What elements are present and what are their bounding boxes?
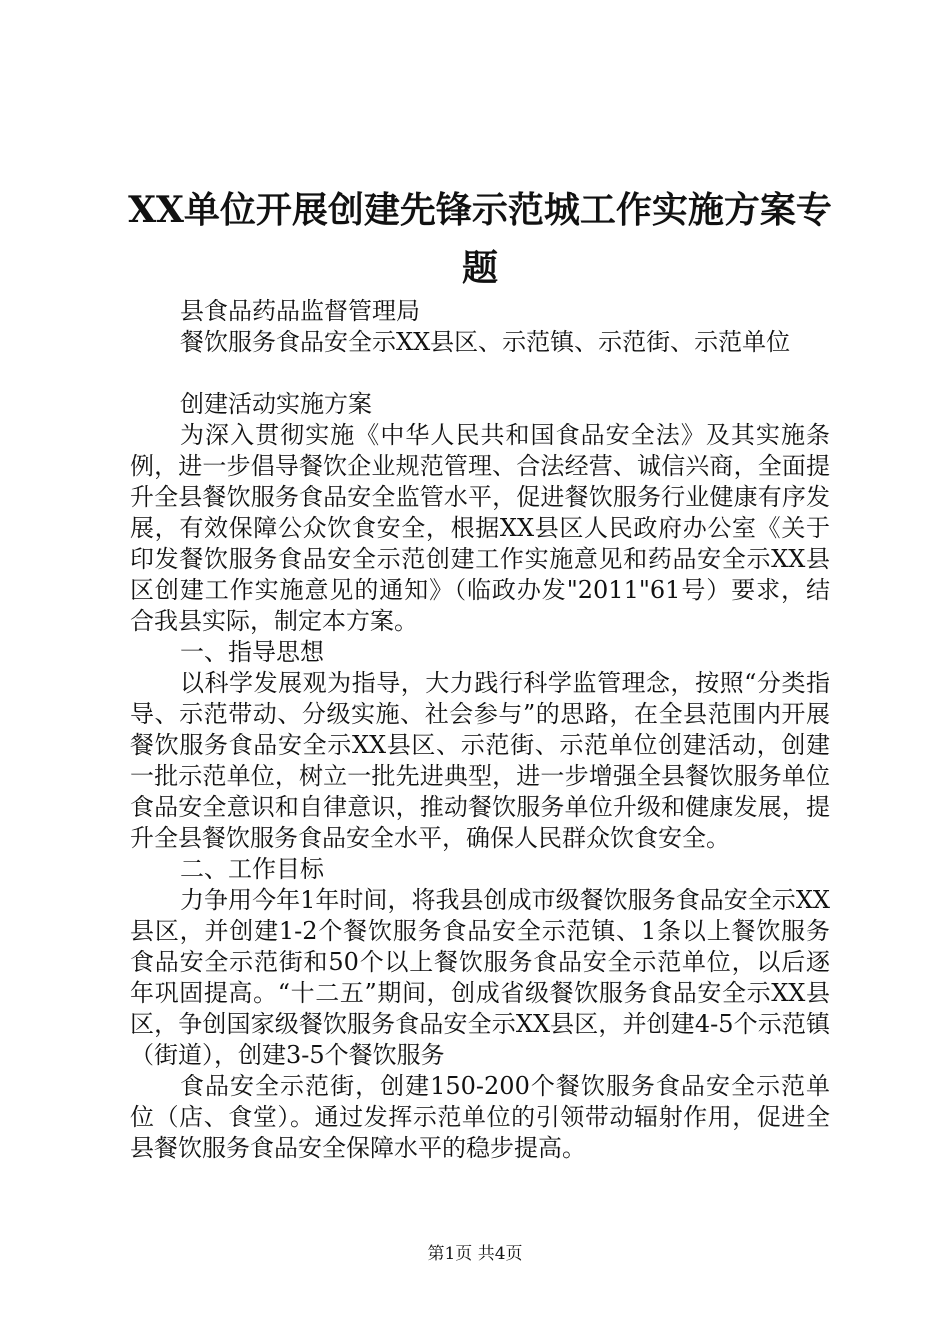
section-paragraph-2: 力争用今年1年时间，将我县创成市级餐饮服务食品安全示XX县区，并创建1-2个餐饮服务食品安全示范镇、1条以上餐饮服务食品安全示范街和50个以上餐饮服务食品安全示范单位，以后逐年巩固提高。“十二五”期间，创成省级餐饮服务食品安全示XX县区，争创国家级餐饮服务食品安全示XX县区，并创建4-5个示范镇（街道），创建3-5个餐饮服务 xyxy=(130,886,830,1069)
page-footer: 第1页 共4页 xyxy=(427,1244,523,1264)
spacer xyxy=(130,358,830,389)
intro-paragraph: 为深入贯彻实施《中华人民共和国食品安全法》及其实施条例，进一步倡导餐饮企业规范管理、合法经营、诚信兴商，全面提升全县餐饮服务食品安全监管水平，促进餐饮服务行业健康有序发展，有效保障公众饮食安全，根据XX县区人民政府办公室《关于印发餐饮服务食品安全示范创建工作实施意见和药品安全示XX县区创建工作实施意见的通知》（临政办发"2011"61号）要求，结合我县实际，制定本方案。 xyxy=(130,421,830,635)
section-heading-1: 一、指导思想 xyxy=(180,638,324,666)
section-heading-2: 二、工作目标 xyxy=(180,855,324,883)
issuer-line: 县食品药品监督管理局 xyxy=(180,297,420,325)
subtitle-line-2: 创建活动实施方案 xyxy=(180,390,372,418)
subtitle-line: 餐饮服务食品安全示XX县区、示范镇、示范街、示范单位 xyxy=(180,328,791,356)
document-body xyxy=(130,296,830,1164)
section-paragraph-1: 以科学发展观为指导，大力践行科学监管理念，按照“分类指导、示范带动、分级实施、社会参与”的思路，在全县范围内开展餐饮服务食品安全示XX县区、示范街、示范单位创建活动，创建一批示范单位，树立一批先进典型，进一步增强全县餐饮服务单位食品安全意识和自律意识，推动餐饮服务单位升级和健康发展，提升全县餐饮服务食品安全水平，确保人民群众饮食安全。 xyxy=(130,669,830,852)
document-title-line2: 题 xyxy=(461,247,498,289)
section-paragraph-3: 食品安全示范街，创建150-200个餐饮服务食品安全示范单位（店、食堂）。通过发挥示范单位的引领带动辐射作用，促进全县餐饮服务食品安全保障水平的稳步提高。 xyxy=(130,1072,830,1162)
document-title-line1: XX单位开展创建先锋示范城工作实施方案专 xyxy=(128,189,832,231)
